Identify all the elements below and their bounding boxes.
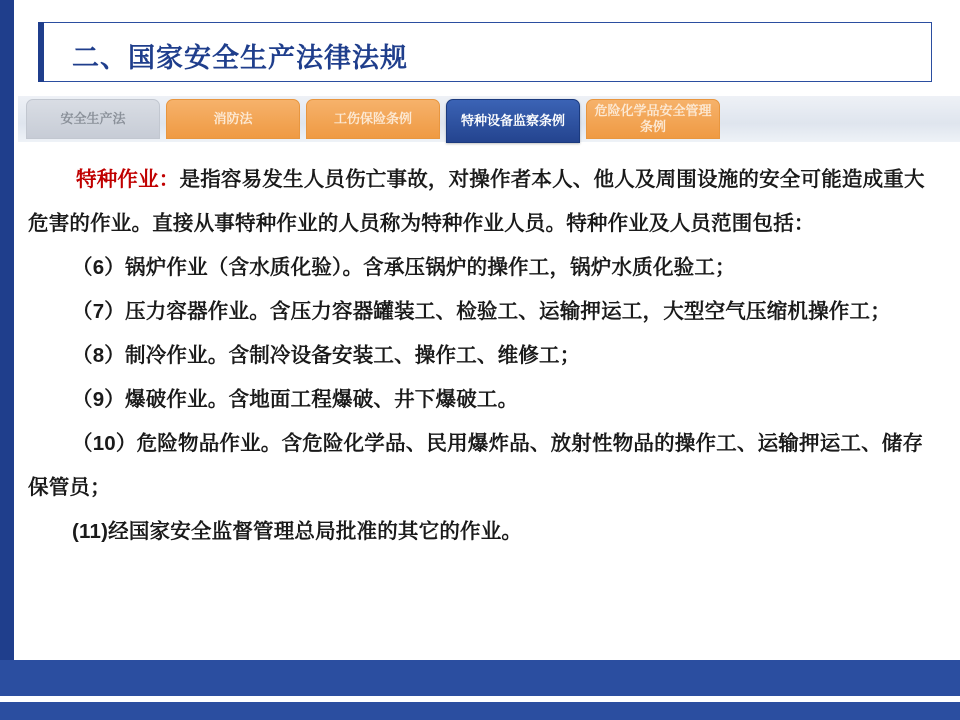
title-accent: [38, 22, 44, 82]
definition-paragraph: [28, 158, 938, 246]
list-item: （7）压力容器作业。含压力容器罐装工、检验工、运输押运工，大型空气压缩机操作工；: [72, 300, 891, 323]
tab-special-equipment-supervision[interactable]: [446, 99, 580, 143]
term-label: 特种作业：: [76, 168, 180, 191]
definition-text: 是指容易发生人员伤亡事故，对操作者本人、他人及周围设施的安全可能造成重大危害的作业。直接从事特种作业的人员称为特种作业人员。特种作业及人员范围包括：: [28, 168, 925, 235]
list-item: （6）锅炉作业（含水质化验）。含承压锅炉的操作工，锅炉水质化验工；: [72, 256, 736, 279]
tab-label: 安全生产法: [60, 111, 126, 126]
list-item: （9）爆破作业。含地面工程爆破、井下爆破工。: [72, 388, 519, 411]
list-item: （8）制冷作业。含制冷设备安装工、操作工、维修工；: [72, 344, 581, 367]
tab-work-injury-insurance[interactable]: [306, 99, 440, 139]
list-item: (11)经国家安全监督管理总局批准的其它的作业。: [72, 520, 523, 543]
tab-label: 消防法: [213, 111, 253, 126]
tab-label: 危险化学品安全管理条例: [594, 103, 712, 134]
tab-safety-production-law[interactable]: [26, 99, 160, 139]
tab-fire-protection-law[interactable]: [166, 99, 300, 139]
slide-body: [28, 158, 938, 554]
tab-hazardous-chemicals-management[interactable]: [586, 99, 720, 139]
footer-bar-primary: [0, 660, 960, 696]
tab-bar: [26, 99, 726, 143]
tab-label: 工伤保险条例: [333, 111, 412, 126]
tab-label: 特种设备监察条例: [460, 113, 565, 128]
footer-bar-secondary: [0, 702, 960, 720]
left-accent-bar: [0, 0, 14, 720]
page-title: 二、国家安全生产法律法规: [72, 43, 408, 73]
list-item: （10）危险物品作业。含危险化学品、民用爆炸品、放射性物品的操作工、运输押运工、储存保管员；: [28, 432, 924, 499]
